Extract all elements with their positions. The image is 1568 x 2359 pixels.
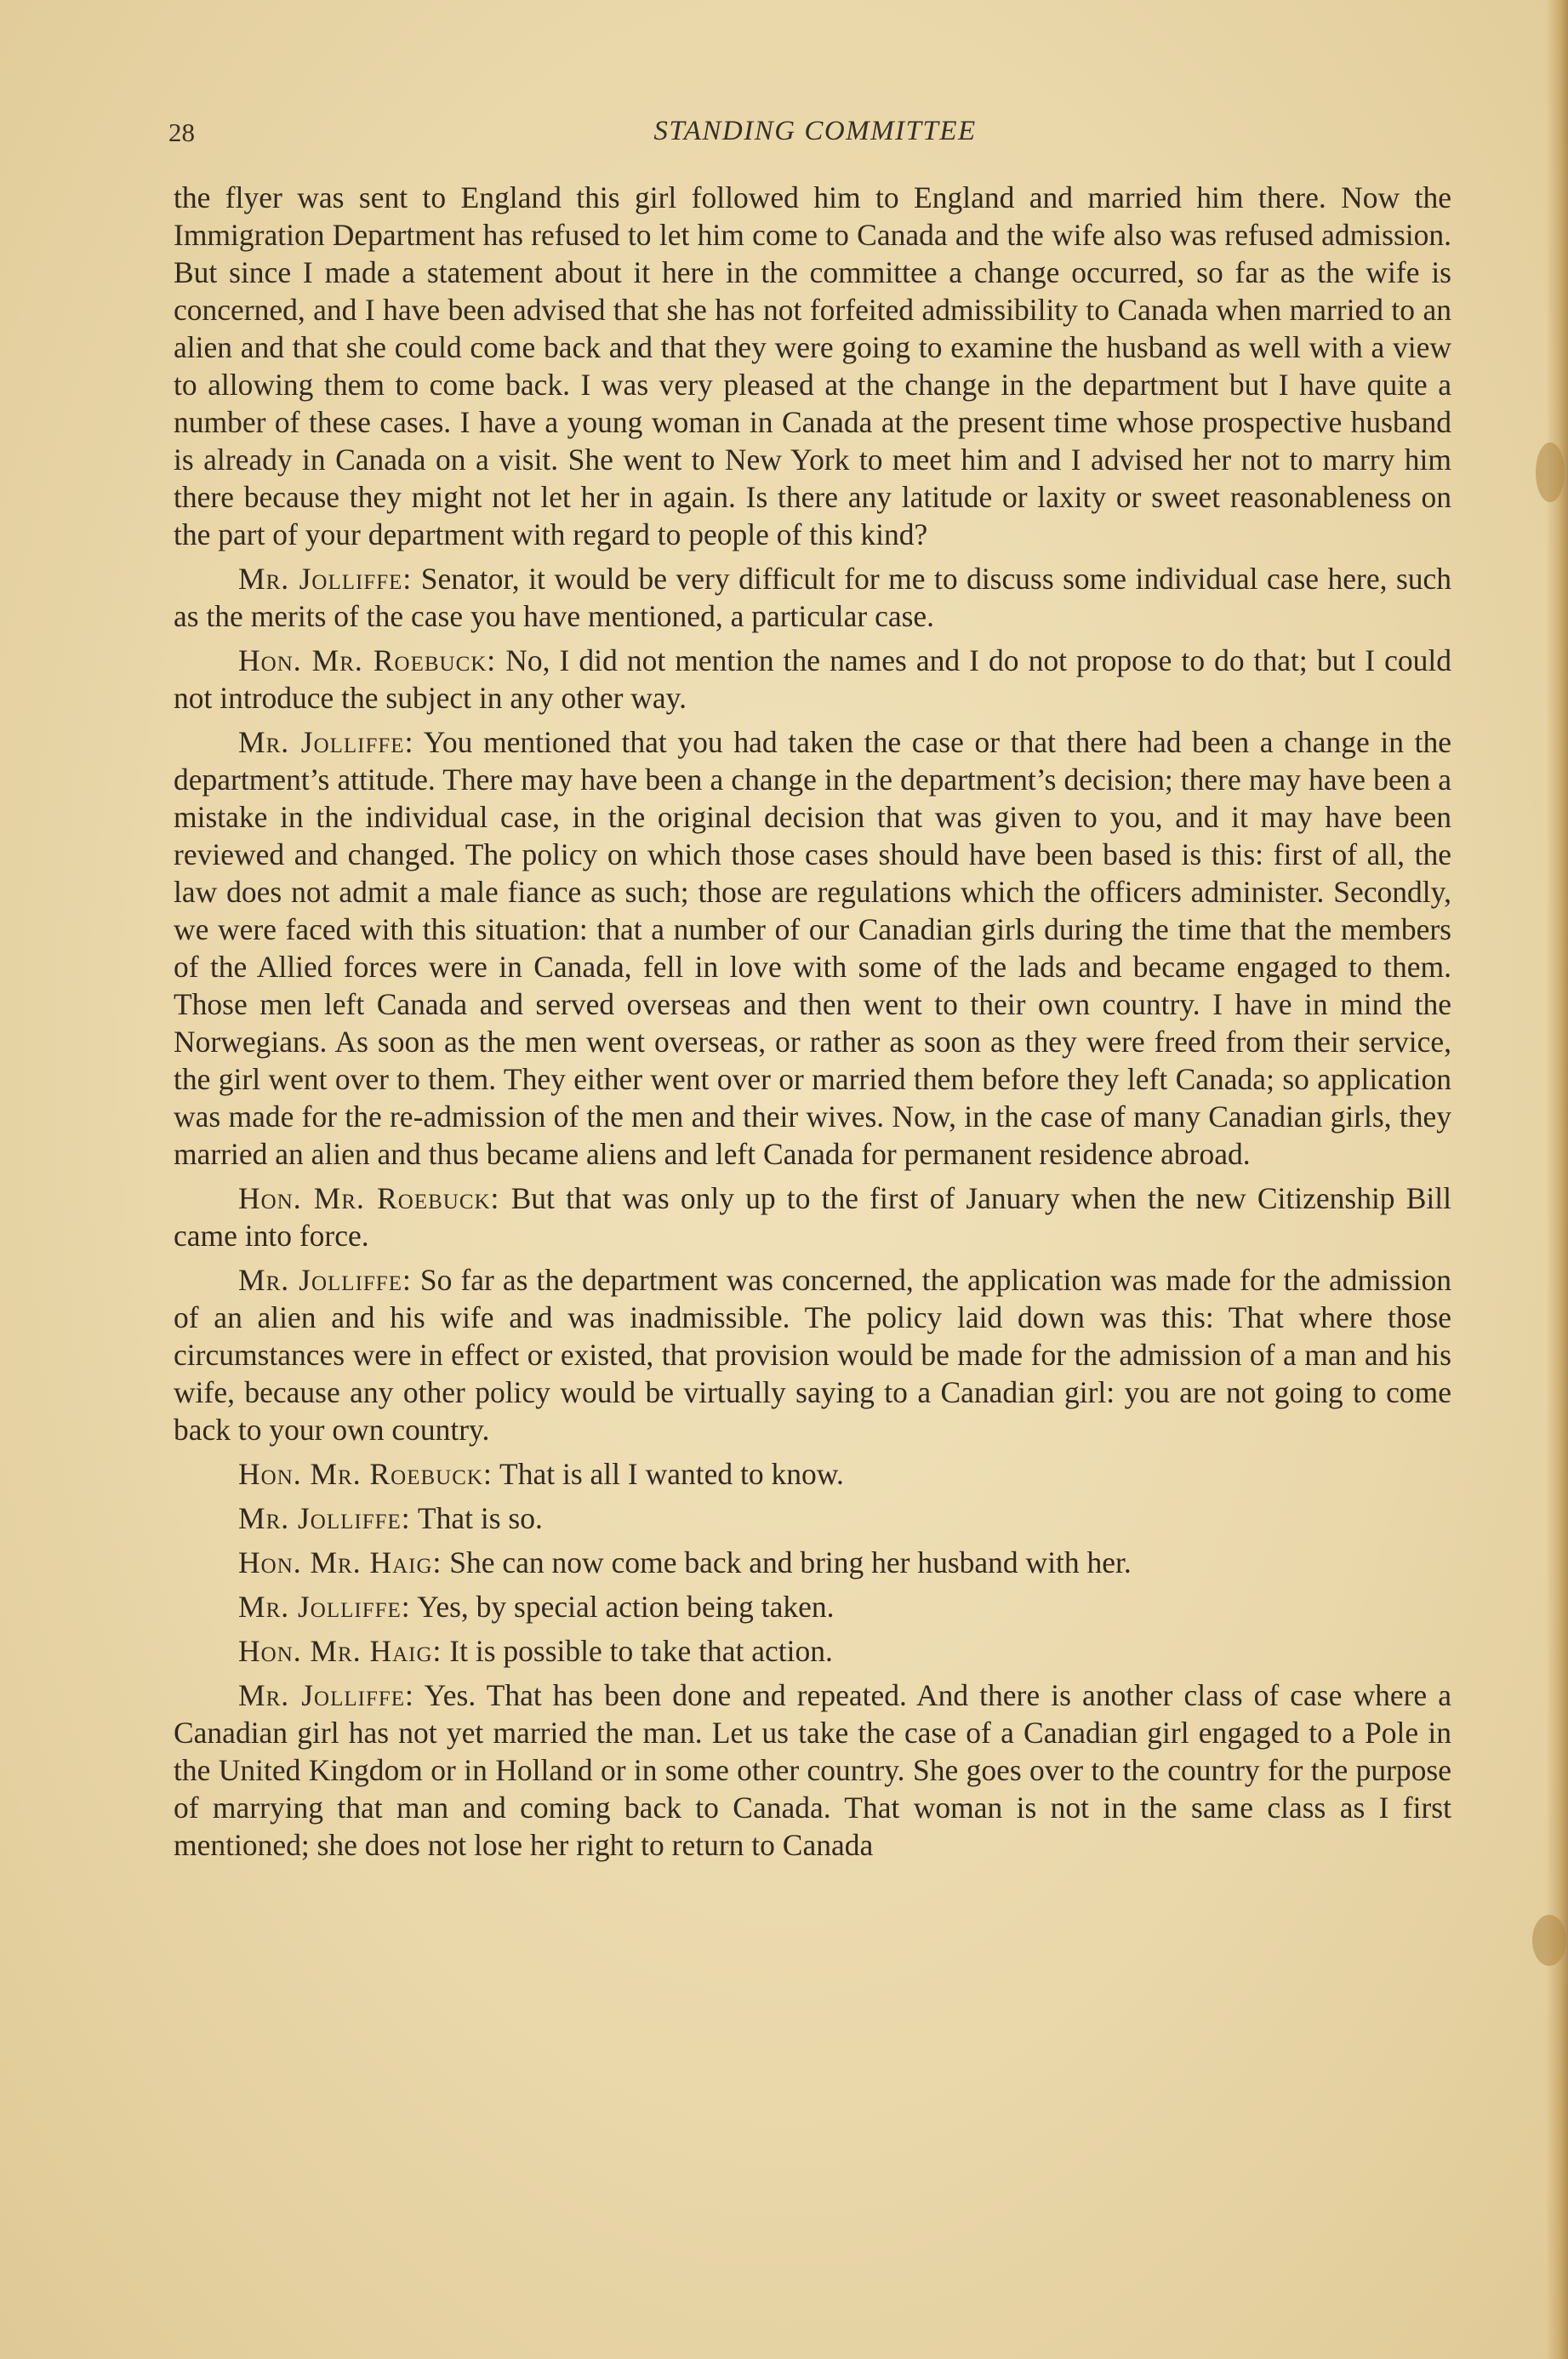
page-number: 28 <box>168 117 195 147</box>
paragraph <box>174 1632 1451 1670</box>
paragraph-text: That is so. <box>417 1501 543 1535</box>
paragraph-text: It is possible to take that action. <box>449 1634 833 1668</box>
transcript-body <box>174 179 1451 1871</box>
paragraph <box>174 1261 1451 1448</box>
paragraph-text: That is all I wanted to know. <box>499 1457 844 1491</box>
paragraph-text: Yes, by special action being taken. <box>417 1590 835 1624</box>
speaker-name: Hon. Mr. Roebuck: <box>238 1181 500 1215</box>
page-header <box>168 112 1462 155</box>
paragraph <box>174 1544 1451 1581</box>
paragraph-text: No, I did not mention the names and I do not propose to do that; but I could not introduce the subject in any other way. <box>174 643 1451 715</box>
running-head: STANDING COMMITTEE <box>653 116 977 146</box>
speaker-name: Mr. Jolliffe: <box>238 725 414 759</box>
paragraph <box>174 1588 1451 1625</box>
speaker-name: Hon. Mr. Haig: <box>238 1545 442 1579</box>
paragraph-text: So far as the department was concerned, the application was made for the admission of an alien and his wife and was inadmissible. The policy laid down was this: That where those circumstances were in effect or existed, that provision would be made for the admission of a man and his wife, because any other policy would be virtually saying to a Canadian girl: you are not going to come back to your own country. <box>174 1263 1452 1447</box>
page-edge-stain <box>1546 0 1568 2359</box>
paragraph-text: the flyer was sent to England this girl followed him to England and married him there. Now the Immigration Department has refused to let him come to Canada and the wife also was refused admission. But since I made a statement about it here in the committee a change occurred, so far as the wife is concerned, and I have been advised that she has not forfeited admissibility to Canada when married to an alien and that she could come back and that they were going to examine the husband as well with a view to allowing them to come back. I was very pleased at the change in the department but I have quite a number of these cases. I have a young woman in Canada at the present time whose prospective husband is already in Canada on a visit. She went to New York to meet him and I advised her not to marry him there because they might not let her in again. Is there any latitude or laxity or sweet reasonableness on the part of your department with regard to people of this kind? <box>174 180 1451 551</box>
paragraph <box>174 642 1451 717</box>
paragraph <box>174 1455 1451 1493</box>
paragraph-text: She can now come back and bring her husband with her. <box>449 1545 1132 1579</box>
paragraph-text: But that was only up to the first of January when the new Citizenship Bill came into force. <box>174 1181 1451 1253</box>
paragraph-text: You mentioned that you had taken the case or that there had been a change in the department’s attitude. There may have been a change in the department’s decision; there may have been a mistake in the individual case, in the original decision that was given to you, and it may have been reviewed and changed. The policy on which those cases should have been based is this: first of all, the law does not admit a male fiance as such; those are regulations which the officers administer. Secondly, we were faced with this situation: that a number of our Canadian girls during the time that the members of the Allied forces were in Canada, fell in love with some of the lads and became engaged to them. Those men left Canada and served overseas and then went to their own country. I have in mind the Norwegians. As soon as the men went overseas, or rather as soon as they were freed from their service, the girl went over to them. They either went over or married them before they left Canada; so application was made for the re-admission of the men and their wives. Now, in the case of many Canadian girls, they married an alien and thus became aliens and left Canada for permanent residence abroad. <box>174 725 1452 1171</box>
paragraph-text: Yes. That has been done and repeated. And there is another class of case where a Canadian girl has not yet married the man. Let us take the case of a Canadian girl engaged to a Pole in the United Kingdom or in Holland or in some other country. She goes over to the country for the purpose of marrying that man and coming back to Canada. That woman is not in the same class as I first mentioned; she does not lose her right to return to Canada <box>174 1678 1452 1862</box>
speaker-name: Mr. Jolliffe: <box>238 1678 414 1712</box>
speaker-name: Hon. Mr. Roebuck: <box>238 1457 493 1491</box>
paragraph-text: Senator, it would be very difficult for me to discuss some individual case here, such as the merits of the case you have mentioned, a particular case. <box>174 562 1452 633</box>
speaker-name: Mr. Jolliffe: <box>238 562 413 596</box>
speaker-name: Hon. Mr. Roebuck: <box>238 643 497 677</box>
speaker-name: Mr. Jolliffe: <box>238 1590 411 1624</box>
paragraph <box>174 179 1451 553</box>
paragraph <box>174 560 1451 635</box>
speaker-name: Mr. Jolliffe: <box>238 1263 412 1297</box>
edge-stain-mark <box>1536 443 1565 502</box>
speaker-name: Mr. Jolliffe: <box>238 1501 411 1535</box>
paragraph <box>174 1676 1451 1864</box>
paragraph <box>174 1180 1451 1254</box>
paragraph <box>174 723 1451 1173</box>
paragraph <box>174 1499 1451 1537</box>
speaker-name: Hon. Mr. Haig: <box>238 1634 442 1668</box>
edge-stain-mark <box>1532 1915 1566 1966</box>
